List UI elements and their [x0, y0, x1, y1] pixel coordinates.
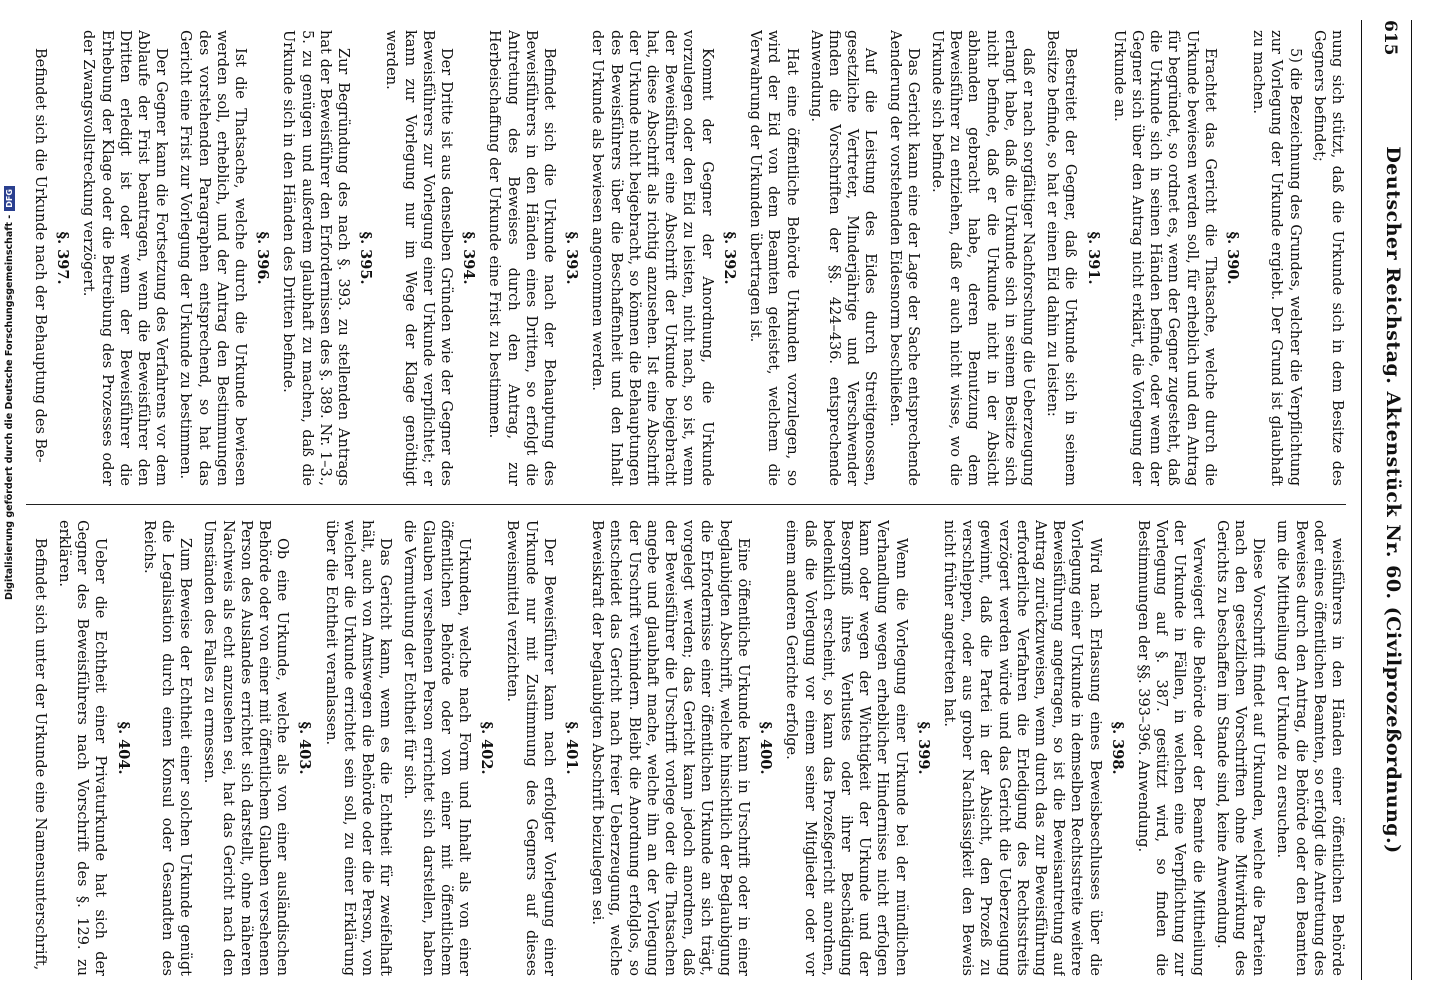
digitization-text: Digitalisierung gefördert durch die Deutsche Forschungsgemeinschaft -	[4, 214, 15, 600]
paragraph: daß er nach sorgfältiger Nachforschung die Ueberzeugung erlangt habe, daß die Urkunde sich in seinem Besitze sich nicht befinde, daß er die Urkunde nicht in der Absicht abhanden gebracht habe, deren Benutzung dem Beweisführer zu entziehen, daß er auch nicht wisse, wo die Urkunde sich befinde.	[928, 30, 1036, 486]
section-number: §. 391.	[1084, 231, 1102, 285]
section-number: §. 390.	[1223, 231, 1241, 285]
paragraph: Hat eine öffentliche Behörde Urkunden vorzulegen, so wird der Eid von dem Beamten geleistet, welchem die Verwahrung der Urkunden übertragen ist.	[747, 30, 800, 486]
paragraph: Befindet sich unter der Urkunde eine Namensunterschrift,	[31, 538, 48, 971]
paragraph: Das Gericht kann, wenn es die Echtheit für zweifelhaft hält, auch von Amtswegen die Behörde oder die Person, von welcher die Urkunde errichtet sein soll, zu einer Erklärung über die Echtheit veranlassen.	[322, 520, 394, 976]
section-number: §. 392.	[720, 231, 738, 285]
paragraph: Ob eine Urkunde, welche als von einer ausländischen Behörde oder von einer mit öffentlichem Glauben versehenen Person des Auslandes errichtet sich darstellt, ohne näheren Nachweis als echt anzusehen sei, hat das Gericht nach den Umständen des Falles zu ermessen.	[201, 520, 291, 976]
text-column-right	[6, 520, 1346, 976]
header-top-rule	[1411, 20, 1412, 980]
paragraph: Kommt der Gegner der Anordnung, die Urkunde vorzulegen oder den Eid zu leisten, nicht nach, so ist, wenn der Beweisführer eine Abschrift der Urkunde beigebracht hat, diese Abschrift als richtig anzusehen. Ist eine Abschrift der Urkunde nicht beigebracht, so können die Behauptungen des Beweisführers über die Beschaffenheit und den Inhalt der Urkunde als bewiesen angenommen werden.	[589, 30, 715, 486]
paragraph: Verweigert die Behörde oder der Beamte die Mittheilung der Urkunde in Fällen, in welchen eine Verpflichtung zur Vorlegung auf §. 387. gestützt wird, so finden die Bestimmungen der §§. 393–396. Anwendung.	[1134, 520, 1206, 976]
paragraph: Eine öffentliche Urkunde kann in Urschrift oder in einer beglaubigten Abschrift, welche hinsichtlich der Beglaubigung die Erfordernisse einer öffentlichen Urkunde an sich trägt, vorgelegt werden; das Gericht kann jedoch anordnen, daß der Beweisführer die Urschrift vorlege oder die Thatsachen angebe und glaubhaft mache, welche ihn an der Vorlegung der Urschrift verhindern. Bleibt die Anordnung erfolglos, so entscheidet das Gericht nach freier Ueberzeugung, welche Beweiskraft der beglaubigten Abschrift beizulegen sei.	[589, 520, 751, 976]
paragraph: 5) die Bezeichnung des Grundes, welcher die Verpflichtung zur Vorlegung der Urkunde ergiebt. Der Grund ist glaubhaft zu machen.	[1250, 30, 1303, 486]
paragraph: Befindet sich die Urkunde nach der Behauptung des Be-	[32, 48, 48, 463]
paragraph: Erachtet das Gericht die Thatsache, welche durch die Urkunde bewiesen werden soll, für erheblich und den Antrag für begründet, so ordnet es, wenn der Gegner zugesteht, daß die Urkunde sich in seinen Händen befinde, oder wenn der Gegner sich über den Antrag nicht erklärt, die Vorlegung der Urkunde an.	[1110, 30, 1218, 486]
running-title: Deutscher Reichstag. Aktenstück Nr. 60. (Civilprozeßordnung.)	[1382, 146, 1404, 854]
section-number: §. 398.	[1108, 721, 1126, 775]
section-number: §. 399.	[914, 721, 932, 775]
paragraph: Das Gericht kann eine der Lage der Sache entsprechende Aenderung der vorstehenden Eidesnorm beschließen.	[886, 30, 921, 486]
section-number: §. 393.	[563, 231, 581, 285]
paragraph: Der Beweisführer kann nach erfolgter Vorlegung einer Urkunde nur mit Zustimmung des Gegners auf dieses Beweismittel verzichten.	[504, 520, 557, 976]
paragraph: Bestreitet der Gegner, daß die Urkunde sich in seinem Besitze befinde, so hat er einen Eid dahin zu leisten:	[1044, 30, 1079, 486]
paragraph: Der Dritte ist aus denselben Gründen wie der Gegner des Beweisführers zur Vorlegung einer Urkunde verpflichtet; er kann zur Vorlegung nur im Wege der Klage genöthigt werden.	[383, 30, 455, 486]
digitization-note	[4, 189, 15, 600]
paragraph: Diese Vorschrift findet auf Urkunden, welche die Parteien nach den gesetzlichen Vorschriften ohne Mitwirkung des Gerichts zu beschaffen im Stande sind, keine Anwendung.	[1213, 520, 1267, 976]
paragraph: Der Gegner kann die Fortsetzung des Verfahrens vor dem Ablaufe der Frist beantragen, wenn die Beweisführer den Dritten erledigt ist oder wenn der Beweisführer die Erhebung der Klage oder die Betreibung des Prozesses oder der Zwangsvollstreckung verzögert.	[80, 30, 170, 486]
page-number: 615	[1380, 20, 1400, 56]
paragraph: Urkunden, welche nach Form und Inhalt als von einer öffentlichen Behörde oder von einer mit öffentlichem Glauben versehenen Person errichtet sich darstellen, haben die Vermuthung der Echtheit für sich.	[401, 520, 473, 976]
page-header	[1366, 20, 1406, 980]
paragraph: Zur Begründung des nach §. 393. zu stellenden Antrags hat der Beweisführer den Erfordernissen des §. 389. Nr. 1–3., 5. zu genügen und außerdem glaubhaft zu machen, daß die Urkunde sich in den Händen des Dritten befinde.	[280, 30, 352, 486]
section-number: §. 404.	[114, 721, 132, 775]
dfg-logo: DFG	[4, 186, 15, 211]
paragraph: nung sich stützt, daß die Urkunde sich in dem Besitze des Gegners befindet;	[1310, 30, 1345, 486]
paragraph: Ist die Thatsache, welche durch die Urkunde bewiesen werden soll, erheblich, und der Antrag den Bestimmungen des vorstehenden Paragraphen entsprechend, so hat das Gericht eine Frist zur Vorlegung der Urkunde zu bestimmen.	[177, 30, 249, 486]
text-column-left	[6, 30, 1346, 486]
section-number: §. 403.	[296, 721, 314, 775]
paragraph: Befindet sich die Urkunde nach der Behauptung des Beweisführers in den Händen eines Dritten, so erfolgt die Antretung des Beweises durch den Antrag, zur Herbeischaffung der Urkunde eine Frist zu bestimmen.	[486, 30, 558, 486]
section-number: §. 394.	[460, 231, 478, 285]
section-number: §. 395.	[357, 231, 375, 285]
section-number: §. 400.	[757, 721, 775, 775]
section-number: §. 396.	[254, 231, 272, 285]
column-divider	[26, 504, 1346, 505]
paragraph: Zum Beweise der Echtheit einer solchen Urkunde genügt die Legalisation durch einen Konsul oder Gesandten des Reichs.	[140, 520, 194, 976]
section-number: §. 402.	[478, 721, 496, 775]
paragraph: Wenn die Vorlegung einer Urkunde bei der mündlichen Verhandlung wegen erheblicher Hindernisse nicht erfolgen kann oder wegen der Wichtigkeit der Urkunde und der Besorgniß ihres Verlustes oder ihrer Beschädigung bedenklich erscheint, so kann das Prozeßgericht anordnen, daß die Vorlegung vor einem seiner Mitglieder oder vor einem anderen Gerichte erfolge.	[783, 520, 909, 976]
paragraph: Auf die Leistung des Eides durch Streitgenossen, gesetzliche Vertreter, Minderjährige und Verschwender finden die Vorschriften der §§. 424–436. entsprechende Anwendung.	[807, 30, 879, 486]
paragraph: Ueber die Echtheit einer Privaturkunde hat sich der Gegner des Beweisführers nach Vorschrift des §. 129. zu erklären.	[56, 520, 109, 976]
header-bottom-rule	[1361, 20, 1362, 980]
paragraph: Wird nach Erlassung eines Beweisbeschlusses über die Vorlegung einer Urkunde in demselben Rechtsstreite weitere Beweisführung angetragen, so ist die Beweisantretung auf Antrag zurückzuweisen, wenn durch das zur Beweisführung erforderliche Verfahren die Erledigung des Rechtsstreits verzögert werden würde und das Gericht die Ueberzeugung gewinnt, daß die Partei in der Absicht, den Prozeß zu verschleppen, oder aus grober Nachlässigkeit den Beweis nicht früher angetreten hat.	[940, 520, 1103, 976]
section-number: §. 401.	[563, 721, 581, 775]
section-number: §. 397.	[54, 231, 72, 285]
paragraph: weisführers in den Händen einer öffentlichen Behörde oder eines öffentlichen Beamten, so erfolgt die Antretung des Beweises durch den Antrag, die Behörde oder den Beamten um die Mittheilung der Urkunde zu ersuchen.	[1274, 520, 1345, 976]
